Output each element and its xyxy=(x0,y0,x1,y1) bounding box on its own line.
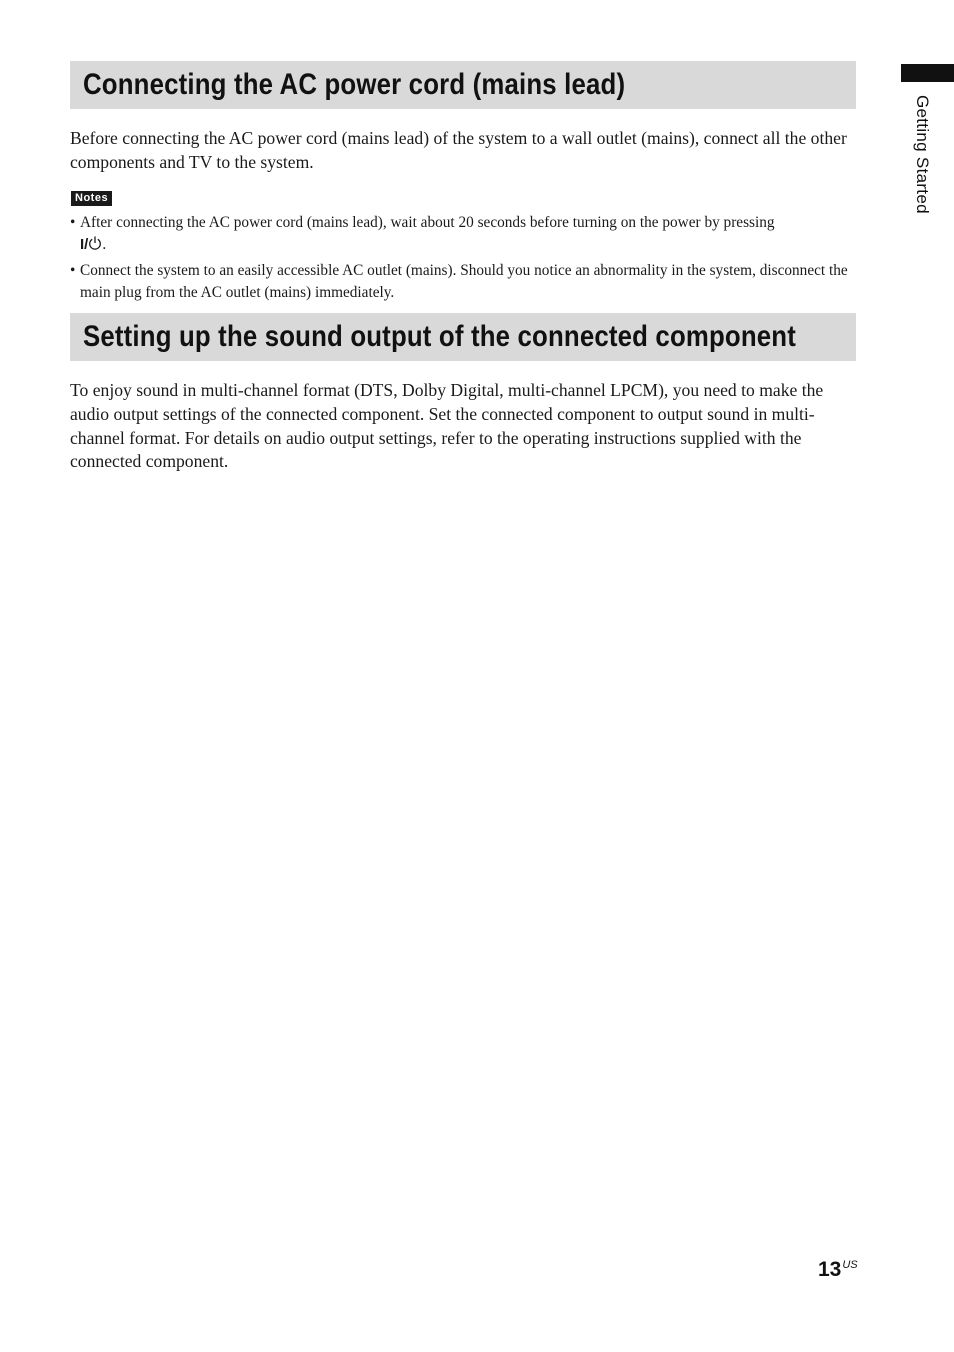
section-heading-bar xyxy=(70,313,856,361)
note-text: Connect the system to an easily accessible AC outlet (mains). Should you notice an abnormality in the system, disconnect the main plug from the AC outlet (mains) immediately. xyxy=(80,262,848,301)
notes-label: Notes xyxy=(71,191,112,206)
notes-list xyxy=(70,212,860,306)
section-heading-bar xyxy=(70,61,856,109)
note-item xyxy=(70,260,860,304)
power-symbol-text: I/ xyxy=(80,236,89,253)
section-body: To enjoy sound in multi-channel format (DTS, Dolby Digital, multi-channel LPCM), you need to make the audio output settings of the connected component. Set the connected component to output sound in multi-channel format. For details on audio output settings, refer to the operating instructions supplied with the connected component. xyxy=(70,380,824,472)
note-end: . xyxy=(102,236,107,253)
section-tab-marker xyxy=(901,64,954,82)
section-heading: Setting up the sound output of the connected component xyxy=(83,320,796,353)
section-body: Before connecting the AC power cord (mains lead) of the system to a wall outlet (mains), connect all the other components and TV to the system. xyxy=(70,128,847,172)
bullet: • xyxy=(70,214,76,231)
note-text: After connecting the AC power cord (mains lead), wait about 20 seconds before turning on the power by pressing xyxy=(80,214,775,231)
page-number xyxy=(818,1258,858,1282)
note-item xyxy=(70,212,860,258)
section-heading: Connecting the AC power cord (mains lead) xyxy=(83,68,626,101)
page-number-suffix: US xyxy=(842,1259,858,1271)
power-standby-icon xyxy=(88,235,102,258)
bullet: • xyxy=(70,262,76,279)
section-tab-label: Getting Started xyxy=(913,95,932,214)
page-number-value: 13 xyxy=(818,1258,842,1281)
